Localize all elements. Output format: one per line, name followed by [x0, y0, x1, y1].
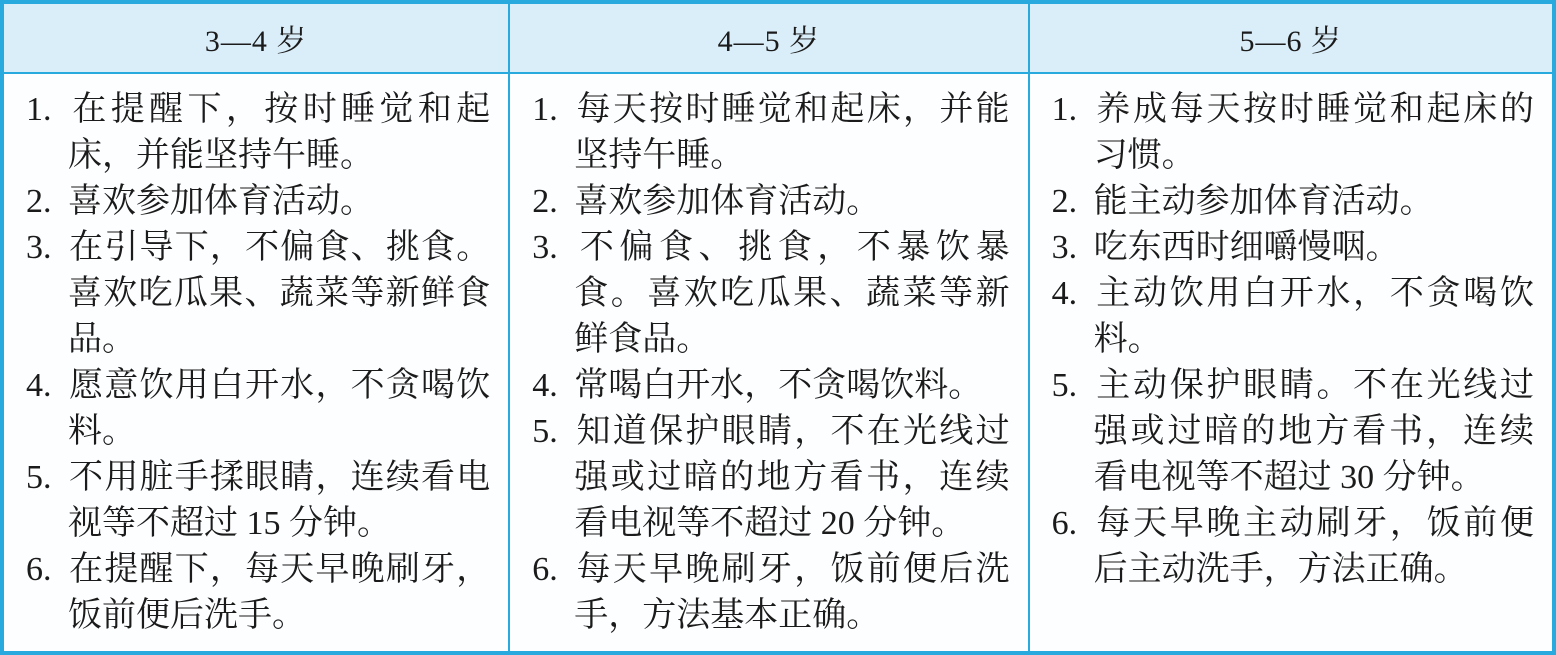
item-number: 5. — [1051, 367, 1078, 404]
item-text: 在提醒下，每天早晚刷牙，饭前便后洗手。 — [68, 551, 491, 634]
list-item — [1052, 501, 1534, 593]
item-number: 3. — [532, 229, 558, 266]
item-text: 喜欢参加体育活动。 — [574, 183, 881, 220]
list-item — [26, 225, 490, 363]
list-item — [532, 87, 1009, 179]
header-label: 3—4 岁 — [204, 25, 308, 58]
item-text: 能主动参加体育活动。 — [1093, 183, 1434, 220]
item-number: 6. — [1051, 505, 1078, 542]
column-header-age-3-4 — [4, 4, 508, 74]
column-age-4-5 — [508, 4, 1027, 651]
item-number: 6. — [532, 551, 558, 588]
item-text: 养成每天按时睡觉和起床的习惯。 — [1093, 91, 1534, 174]
item-text: 每天早晚主动刷牙，饭前便后主动洗手，方法正确。 — [1093, 505, 1534, 588]
item-number: 1. — [532, 91, 558, 128]
item-text: 每天按时睡觉和起床，并能坚持午睡。 — [574, 91, 1010, 174]
item-text: 吃东西时细嚼慢咽。 — [1093, 229, 1400, 266]
item-text: 每天早晚刷牙，饭前便后洗手，方法基本正确。 — [574, 551, 1010, 634]
list-item — [1052, 363, 1534, 501]
item-number: 2. — [1051, 183, 1078, 220]
list-item — [26, 363, 490, 455]
item-number: 3. — [1051, 229, 1078, 266]
header-label: 5—6 岁 — [1239, 25, 1343, 58]
list-item — [1052, 179, 1534, 225]
list-item — [532, 179, 1009, 225]
item-number: 3. — [26, 229, 52, 266]
item-number: 5. — [26, 459, 52, 496]
column-header-age-5-6 — [1030, 4, 1552, 74]
item-text: 在引导下，不偏食、挑食。喜欢吃瓜果、蔬菜等新鲜食品。 — [68, 229, 491, 358]
column-body-age-4-5 — [510, 74, 1027, 651]
column-body-age-3-4 — [4, 74, 508, 651]
header-label: 4—5 岁 — [717, 25, 821, 58]
list-item — [1052, 87, 1534, 179]
item-text: 不用脏手揉眼睛，连续看电视等不超过 15 分钟。 — [68, 459, 491, 542]
item-number: 5. — [532, 413, 558, 450]
item-number: 6. — [26, 551, 52, 588]
item-number: 1. — [26, 91, 52, 128]
list-item — [26, 455, 490, 547]
list-item — [532, 363, 1009, 409]
item-text: 愿意饮用白开水，不贪喝饮料。 — [68, 367, 491, 450]
item-number: 4. — [26, 367, 52, 404]
item-text: 不偏食、挑食，不暴饮暴食。喜欢吃瓜果、蔬菜等新鲜食品。 — [574, 229, 1010, 358]
item-number: 1. — [1051, 91, 1078, 128]
list-item — [26, 547, 490, 639]
list-item — [532, 547, 1009, 639]
item-text: 喜欢参加体育活动。 — [68, 183, 374, 220]
list-item — [1052, 225, 1534, 271]
item-number: 4. — [532, 367, 558, 404]
item-text: 主动保护眼睛。不在光线过强或过暗的地方看书，连续看电视等不超过 30 分钟。 — [1093, 367, 1534, 496]
item-number: 2. — [532, 183, 558, 220]
item-text: 常喝白开水，不贪喝饮料。 — [574, 367, 983, 404]
item-number: 4. — [1051, 275, 1078, 312]
list-item — [532, 225, 1009, 363]
column-body-age-5-6 — [1030, 74, 1552, 651]
item-number: 2. — [26, 183, 52, 220]
column-age-3-4 — [4, 4, 508, 651]
list-item — [26, 87, 490, 179]
item-text: 知道保护眼睛，不在光线过强或过暗的地方看书，连续看电视等不超过 20 分钟。 — [574, 413, 1010, 542]
column-age-5-6 — [1028, 4, 1552, 651]
column-header-age-4-5 — [510, 4, 1027, 74]
list-item — [532, 409, 1009, 547]
item-text: 主动饮用白开水，不贪喝饮料。 — [1093, 275, 1534, 358]
item-text: 在提醒下，按时睡觉和起床，并能坚持午睡。 — [68, 91, 491, 174]
list-item — [26, 179, 490, 225]
list-item — [1052, 271, 1534, 363]
